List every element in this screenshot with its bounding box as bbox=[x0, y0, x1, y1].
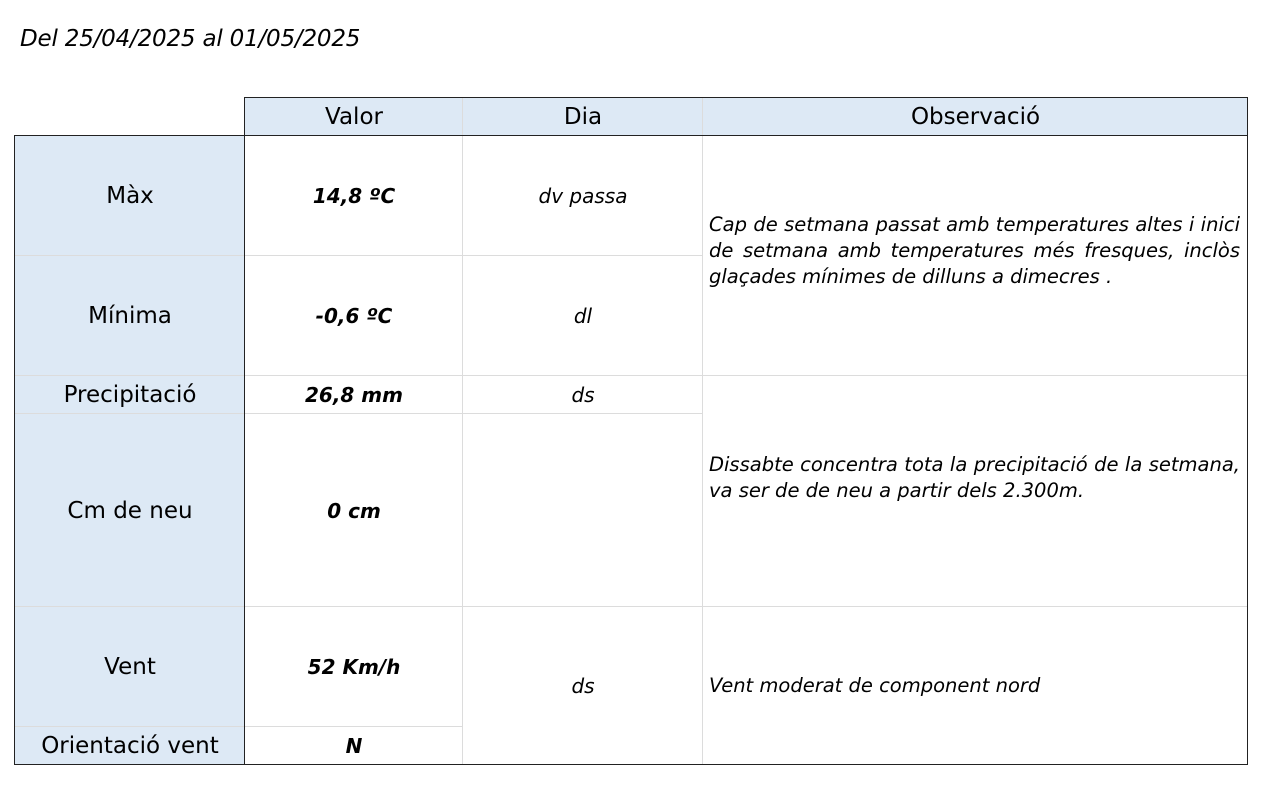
grid-line bbox=[702, 98, 703, 765]
value-min: -0,6 ºC bbox=[315, 304, 393, 328]
table-border bbox=[244, 97, 245, 765]
header-valor: Valor bbox=[245, 98, 463, 135]
row-label-max: Màx bbox=[15, 136, 245, 256]
grid-line bbox=[15, 255, 703, 256]
row-label-orientacio: Orientació vent bbox=[15, 727, 245, 765]
date-range-title: Del 25/04/2025 al 01/05/2025 bbox=[20, 26, 361, 52]
value-orientacio: N bbox=[345, 734, 363, 758]
table-border bbox=[14, 135, 1248, 136]
value-precipitacio: 26,8 mm bbox=[305, 383, 403, 407]
day-precipitacio: ds bbox=[571, 383, 595, 407]
day-neu bbox=[463, 414, 703, 607]
value-vent: 52 Km/h bbox=[307, 655, 401, 679]
observation-vent-text: Vent moderat de component nord bbox=[709, 674, 1041, 697]
value-max: 14,8 ºC bbox=[312, 184, 396, 208]
grid-line bbox=[15, 726, 463, 727]
table-border bbox=[14, 135, 15, 765]
day-max: dv passa bbox=[538, 184, 628, 208]
observation-vent bbox=[703, 607, 1248, 765]
grid-line bbox=[15, 375, 1248, 376]
value-neu: 0 cm bbox=[327, 498, 381, 523]
table-border bbox=[1247, 97, 1248, 765]
row-label-vent: Vent bbox=[15, 607, 245, 727]
grid-line bbox=[462, 98, 463, 765]
day-min: dl bbox=[573, 304, 593, 328]
observation-precipitacio bbox=[703, 376, 1248, 607]
grid-line bbox=[15, 413, 703, 414]
row-label-precipitacio: Precipitació bbox=[15, 376, 245, 414]
day-vent: ds bbox=[571, 674, 595, 698]
row-label-min: Mínima bbox=[15, 256, 245, 376]
table-border bbox=[244, 97, 1248, 98]
table-border bbox=[14, 764, 1248, 765]
header-dia: Dia bbox=[463, 98, 703, 135]
header-observacio: Observació bbox=[703, 98, 1248, 135]
grid-line bbox=[15, 606, 1248, 607]
row-label-neu: Cm de neu bbox=[15, 414, 245, 607]
observation-temperatures bbox=[703, 136, 1248, 376]
observation-temperatures-text: Cap de setmana passat amb temperatures altes i inici de setmana amb temperatures més fresques, inclòs glaçades mínimes de dilluns a dimecres . bbox=[709, 213, 1240, 288]
observation-precipitacio-text: Dissabte concentra tota la precipitació de la setmana, va ser de de neu a partir dels 2.300m. bbox=[709, 452, 1240, 502]
